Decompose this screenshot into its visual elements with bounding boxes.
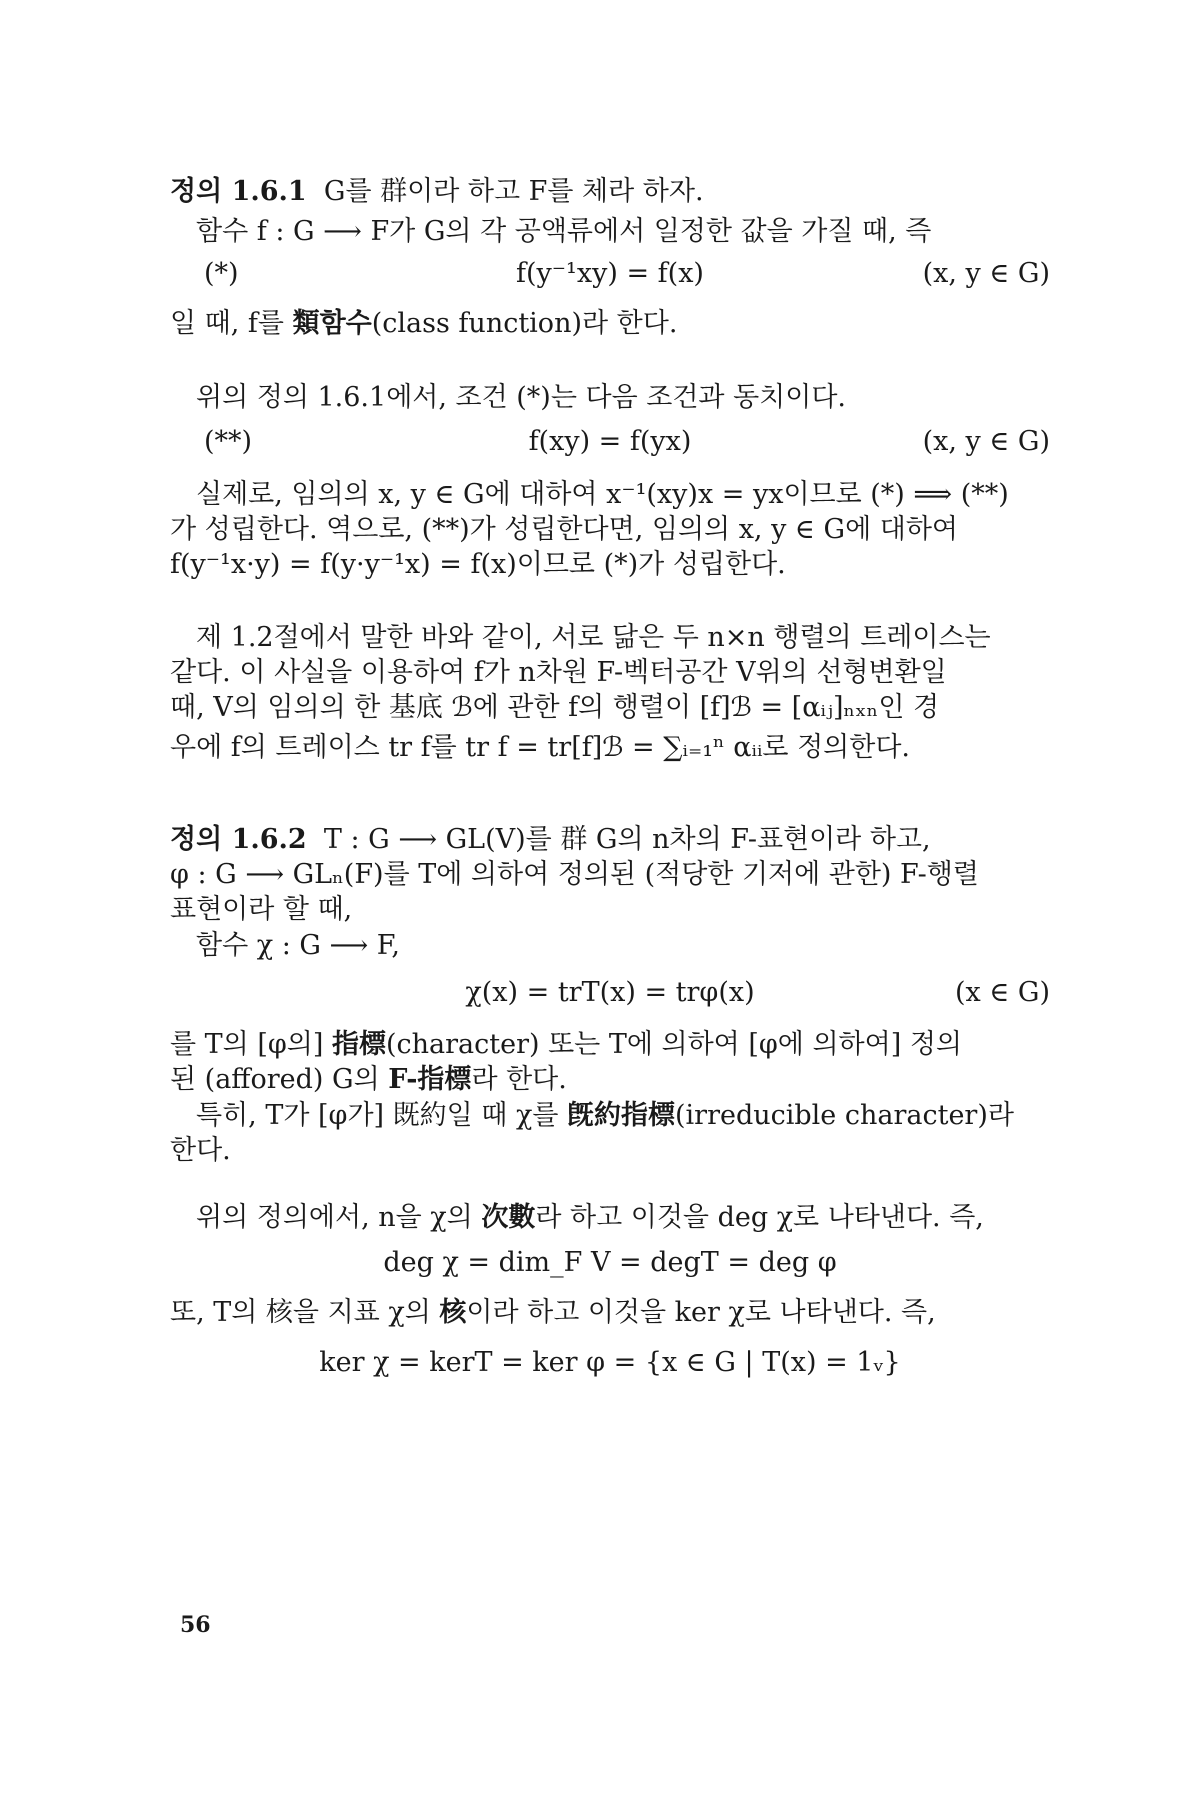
def2-line5	[170, 1027, 1050, 1063]
remark1-eq-body: f(xy) = f(yx)	[528, 426, 692, 457]
def2-term-character: 指標	[331, 1029, 386, 1060]
def2-term-f-character: F-指標	[388, 1064, 472, 1095]
def2-line6	[170, 1062, 1050, 1098]
trace-line1: 제 1.2절에서 말한 바와 같이, 서로 닮은 두 n×n 행렬의 트레이스는	[196, 622, 991, 653]
def1-text: G를 群이라 하고 F를 체라 하자.	[323, 176, 704, 207]
def1-term-class-function: 類함수	[292, 308, 372, 339]
def2-line2: φ : G ⟶ GLₙ(F)를 T에 의하여 정의된 (적당한 기저에 관한) F-행렬	[170, 859, 979, 890]
trace-line2: 같다. 이 사실을 이용하여 f가 n차원 F-벡터공간 V위의 선형변환일	[170, 657, 947, 688]
def1-line1	[170, 174, 1050, 210]
def2-line8: 한다.	[170, 1135, 231, 1166]
def2-term-irreducible-character: 旣約指標	[567, 1100, 675, 1131]
trace-line4: 우에 f의 트레이스 tr f를 tr f = tr[f]ℬ = ∑ᵢ₌₁ⁿ αᵢᵢ로 정의한다.	[170, 732, 910, 763]
def2-line4: 함수 χ : G ⟶ F,	[196, 930, 400, 961]
def2-line7-post: (irreducible character)라	[675, 1100, 1014, 1131]
def1-eq-tag: (*)	[204, 258, 239, 289]
def1-line3-post: (class function)라 한다.	[371, 308, 678, 339]
remark1-proof-line3: f(y⁻¹x·y) = f(y·y⁻¹x) = f(x)이므로 (*)가 성립한다.	[170, 549, 786, 580]
def2-line1	[170, 822, 1050, 858]
def1-heading: 정의 1.6.1	[170, 176, 307, 207]
kernel-line1	[170, 1295, 1050, 1331]
def1-equation	[170, 256, 1050, 292]
remark1-eq-tag: (**)	[204, 426, 253, 457]
def2-line7-pre: 특히, T가 [φ가] 既約일 때 χ를	[196, 1100, 567, 1131]
remark1-equation	[170, 424, 1050, 460]
def1-line3	[170, 306, 1050, 342]
kernel-equation: ker χ = kerT = ker φ = {x ∈ G | T(x) = 1ᵥ}	[319, 1347, 901, 1378]
degree-line1-post: 라 하고 이것을 deg χ로 나타낸다. 즉,	[535, 1202, 984, 1233]
kernel-line1-pre: 또, T의 核을 지표 χ의	[170, 1297, 440, 1328]
page-number: 56	[180, 1612, 211, 1638]
remark1-proof-line1: 실제로, 임의의 x, y ∈ G에 대하여 x⁻¹(xy)x = yx이므로 (*) ⟹ (**)	[196, 479, 1009, 510]
degree-line1	[196, 1200, 1050, 1236]
def2-line6-pre: 된 (affored) G의	[170, 1064, 389, 1095]
degree-line1-pre: 위의 정의에서, n을 χ의	[196, 1202, 482, 1233]
def2-text: T : G ⟶ GL(V)를 群 G의 n차의 F-표현이라 하고,	[323, 824, 931, 855]
remark1-line1: 위의 정의 1.6.1에서, 조건 (*)는 다음 조건과 동치이다.	[196, 382, 846, 413]
def2-line3: 표현이라 할 때,	[170, 894, 353, 925]
def2-line5-post: (character) 또는 T에 의하여 [φ에 의하여] 정의	[385, 1029, 962, 1060]
degree-term: 次數	[481, 1202, 536, 1233]
kernel-term: 核	[439, 1297, 467, 1328]
def1-eq-condition: (x, y ∈ G)	[922, 258, 1050, 289]
degree-equation: deg χ = dim_F V = degT = deg φ	[383, 1247, 837, 1278]
kernel-line1-post: 이라 하고 이것을 ker χ로 나타낸다. 즉,	[466, 1297, 936, 1328]
remark1-eq-condition: (x, y ∈ G)	[922, 426, 1050, 457]
def2-heading: 정의 1.6.2	[170, 824, 307, 855]
def2-line7	[196, 1098, 1050, 1134]
def2-equation	[170, 975, 1050, 1011]
def2-line6-post: 라 한다.	[471, 1064, 567, 1095]
trace-line3: 때, V의 임의의 한 基底 ℬ에 관한 f의 행렬이 [f]ℬ = [αᵢⱼ]ₙₓₙ인 경	[170, 692, 940, 723]
def2-line5-pre: 를 T의 [φ의]	[170, 1029, 332, 1060]
def1-line3-pre: 일 때, f를	[170, 308, 293, 339]
def2-eq-condition: (x ∈ G)	[954, 977, 1050, 1008]
remark1-proof-line2: 가 성립한다. 역으로, (**)가 성립한다면, 임의의 x, y ∈ G에 대하여	[170, 514, 958, 545]
def1-eq-body: f(y⁻¹xy) = f(x)	[516, 258, 704, 289]
def2-eq-body: χ(x) = trT(x) = trφ(x)	[465, 977, 755, 1008]
def1-line2: 함수 f : G ⟶ F가 G의 각 공액류에서 일정한 값을 가질 때, 즉	[196, 216, 932, 247]
